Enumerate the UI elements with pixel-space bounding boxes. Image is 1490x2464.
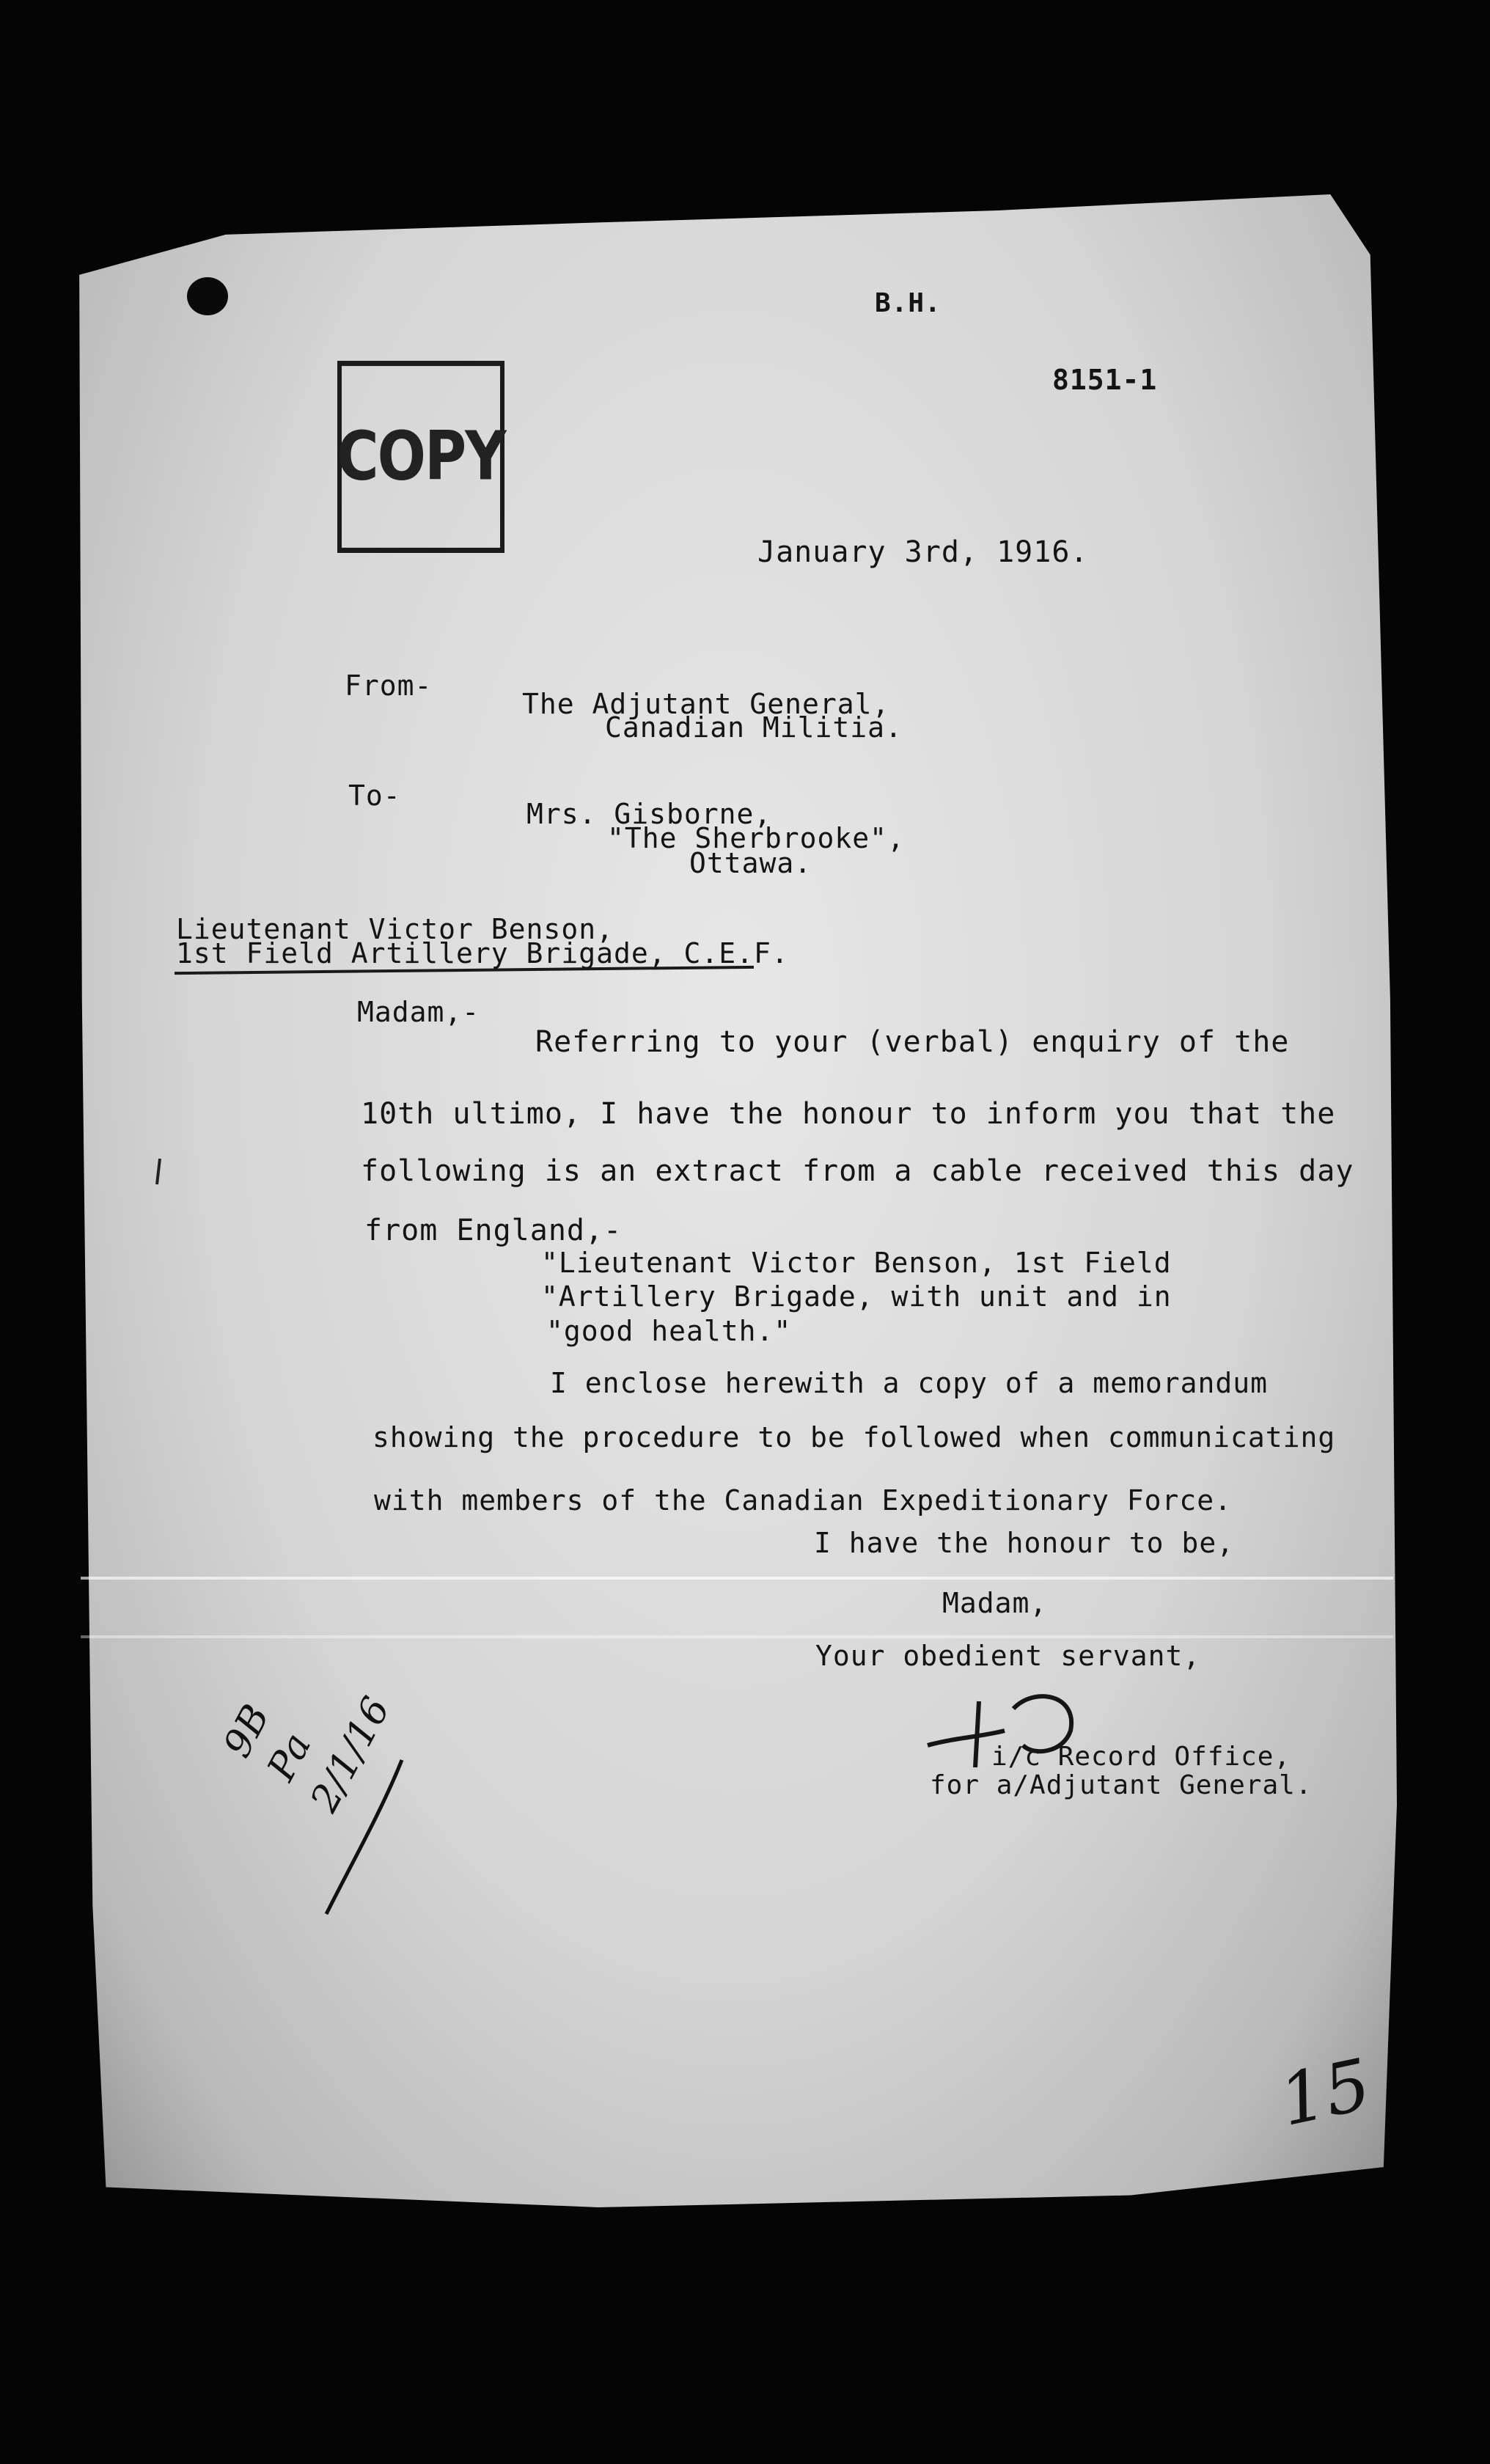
body-p2-line-2: showing the procedure to be followed when communicating: [372, 1421, 1336, 1453]
svg-text:Pa: Pa: [259, 1726, 320, 1789]
body-p1-line-2: 10th ultimo, I have the honour to inform you that the: [361, 1097, 1336, 1131]
quote-line-2: "Artillery Brigade, with unit and in: [541, 1280, 1172, 1313]
salutation: Madam,-: [357, 996, 480, 1028]
quote-line-1: "Lieutenant Victor Benson, 1st Field: [541, 1247, 1172, 1279]
copy-stamp: [337, 361, 504, 553]
signature-line-1: i/c Record Office,: [991, 1742, 1291, 1772]
closing-line-1: I have the honour to be,: [814, 1527, 1235, 1559]
body-p1-line-3: following is an extract from a cable received this day: [361, 1154, 1354, 1188]
from-line-2: Canadian Militia.: [605, 711, 903, 744]
closing-line-2: Madam,: [942, 1587, 1048, 1619]
to-line-2: "The Sherbrooke",: [607, 822, 905, 854]
reference-code: B.H.: [875, 288, 942, 318]
letter-paper: [66, 194, 1397, 2207]
signature-line-2: for a/Adjutant General.: [930, 1770, 1313, 1800]
closing-line-3: Your obedient servant,: [815, 1640, 1201, 1672]
file-number: 8151-1: [1052, 364, 1158, 396]
body-p2-line-3: with members of the Canadian Expeditionary Force.: [374, 1484, 1233, 1517]
svg-text:2/1/16: 2/1/16: [302, 1690, 399, 1819]
to-line-3: Ottawa.: [689, 847, 812, 879]
to-label: To-: [348, 780, 401, 812]
subject-line-2: 1st Field Artillery Brigade, C.E.F.: [176, 937, 789, 969]
body-p1-line-1: Referring to your (verbal) enquiry of the: [535, 1025, 1290, 1059]
paper-crease: [81, 1577, 1393, 1580]
body-p1-line-4: from England,-: [364, 1214, 623, 1247]
copy-stamp-label: COPY: [337, 417, 505, 496]
svg-text:9B: 9B: [215, 1697, 279, 1765]
body-p2-line-1: I enclose herewith a copy of a memorandum: [550, 1367, 1268, 1399]
to-line-1: Mrs. Gisborne,: [526, 798, 772, 830]
punch-hole: [187, 277, 228, 315]
letter-date: January 3rd, 1916.: [757, 535, 1089, 569]
subject-line-1: Lieutenant Victor Benson,: [176, 913, 614, 945]
from-line-1: The Adjutant General,: [522, 688, 890, 720]
from-label: From-: [345, 670, 433, 702]
page-number-handwritten: 15: [1272, 2043, 1378, 2142]
paper-crease: [81, 1635, 1393, 1638]
quote-line-3: "good health.": [546, 1315, 792, 1347]
